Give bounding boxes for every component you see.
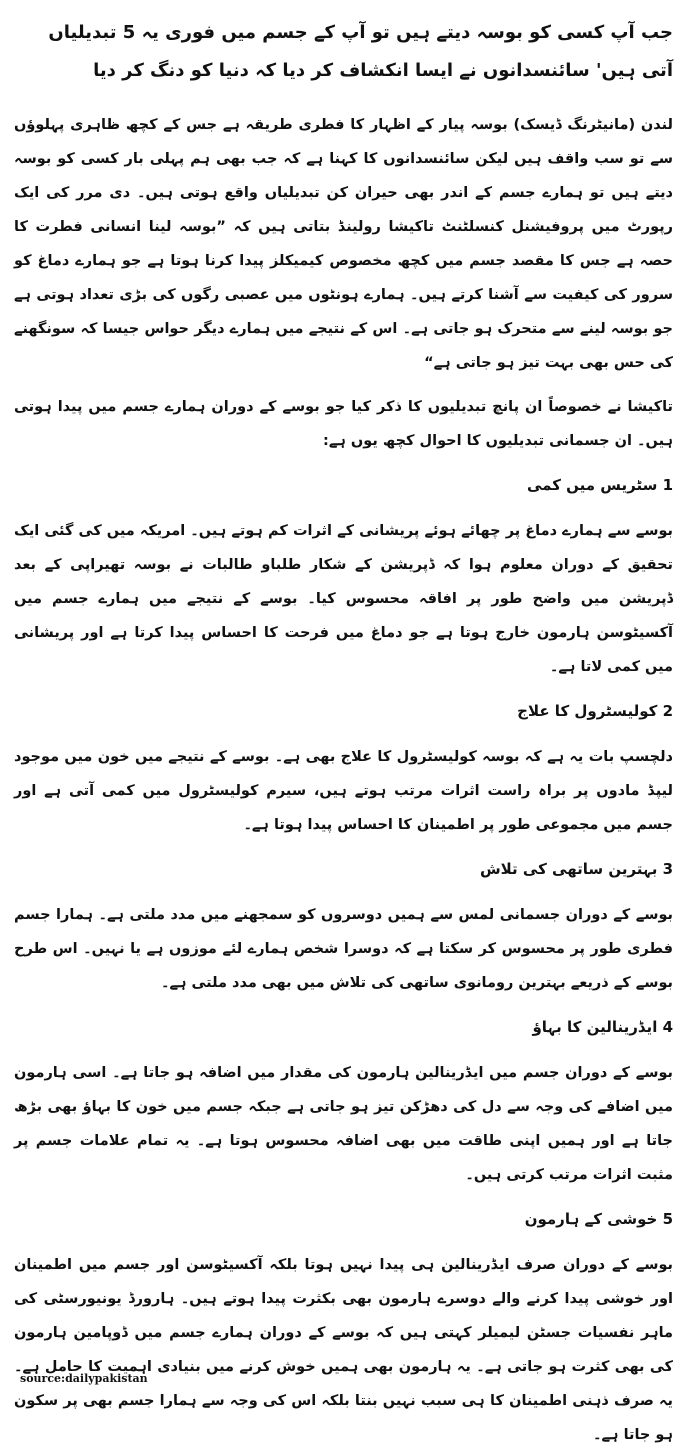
section-heading: 4 ایڈرینالین کا بہاؤ bbox=[532, 1018, 673, 1036]
section-body: بوسے کے دوران جسمانی لمس سے ہمیں دوسروں کو سمجھنے میں مدد ملتی ہے۔ ہمارا جسم فطری طور پر محسوس کر سکتا ہے کہ دوسرا شخص ہمارے لئے موزوں ہے یا نہیں۔ اس طرح بوسے کے ذریعے بہترین رومانوی ساتھی کی تلاش میں بھی مدد ملتی ہے۔ bbox=[14, 907, 673, 991]
intro-paragraph: لندن (مانیٹرنگ ڈیسک) بوسہ پیار کے اظہار کا فطری طریقہ ہے جس کے کچھ ظاہری پہلوؤں سے تو سب واقف ہیں لیکن سائنسدانوں کا کہنا ہے کہ جب بھی ہم پہلی بار کسی کو بوسہ دیتے ہیں تو ہمارے جسم کے اندر بھی حیران کن تبدیلیاں واقع ہوتی ہیں۔ دی مرر کی ایک رپورٹ میں پروفیشنل کنسلٹنٹ تاکیشا رولینڈ بتاتی ہیں کہ ”بوسہ لینا انسانی فطرت کا حصہ ہے جس کا مقصد جسم میں کچھ مخصوص کیمیکلز پیدا کرنا ہوتا ہے جو ہمارے دماغ کو سرور کی کیفیت سے آشنا کرتے ہیں۔ ہمارے ہونٹوں میں عصبی رگوں کی بڑی تعداد ہوتی ہے جو بوسہ لینے سے متحرک ہو جاتی ہے۔ اس کے نتیجے میں ہمارے دیگر حواس جیسا کہ سونگھنے کی حس بھی بہت تیز ہو جاتی ہے“ bbox=[14, 117, 673, 371]
section-heading: 3 بہترین ساتھی کی تلاش bbox=[479, 860, 673, 878]
section-heading: 2 کولیسٹرول کا علاج bbox=[517, 702, 673, 720]
section-body: دلچسپ بات یہ ہے کہ بوسہ کولیسٹرول کا علاج بھی ہے۔ بوسے کے نتیجے میں خون میں موجود لیپڈ مادوں پر براہ راست اثرات مرتب ہوتے ہیں، سیرم کولیسٹرول میں کمی آتی ہے اور جسم میں مجموعی طور پر اطمینان کا احساس پیدا ہوتا ہے۔ bbox=[14, 749, 673, 833]
source-credit: source:dailypakistan bbox=[20, 1372, 148, 1385]
section-body: بوسے کے دوران صرف ایڈرینالین ہی پیدا نہیں ہوتا بلکہ آکسیٹوسن اور جسم میں اطمینان اور خوشی پیدا کرنے والے دوسرے ہارمون بھی بکثرت پیدا ہوتے ہیں۔ ہارورڈ یونیورسٹی کی ماہر نفسیات جسٹن لیمیلر کہتی ہیں کہ بوسے کے دوران ہمارے جسم میں ڈوپامین ہارمون کی بھی کثرت ہو جاتی ہے۔ یہ ہارمون بھی ہمیں خوش کرنے میں بنیادی اہمیت کا حامل ہے۔ یہ صرف ذہنی اطمینان کا ہی سبب نہیں بنتا بلکہ اس کی وجہ سے ہمارا جسم بھی پر سکون ہو جاتا ہے۔ bbox=[14, 1257, 673, 1443]
intro-paragraph: تاکیشا نے خصوصاً ان پانچ تبدیلیوں کا ذکر کیا جو بوسے کے دوران ہمارے جسم میں پیدا ہوتی ہیں۔ ان جسمانی تبدیلیوں کا احوال کچھ یوں ہے: bbox=[14, 399, 673, 449]
section-heading: 5 خوشی کے ہارمون bbox=[524, 1210, 673, 1228]
headline: جب آپ کسی کو بوسہ دیتے ہیں تو آپ کے جسم میں فوری یہ 5 تبدیلیاں آتی ہیں' سائنسدانوں نے ایسا انکشاف کر دیا کہ دنیا کو دنگ کر دیا bbox=[48, 22, 673, 81]
section-body: بوسے سے ہمارے دماغ پر چھائے ہوئے پریشانی کے اثرات کم ہوتے ہیں۔ امریکہ میں کی گئی ایک تحقیق کے دوران معلوم ہوا کہ ڈپریشن کے شکار طلباو طالبات نے بوسہ تھیراپی کے بعد ڈپریشن میں واضح طور پر افاقہ محسوس کیا۔ بوسے کے نتیجے میں ہمارے جسم میں آکسیٹوسن ہارمون خارج ہوتا ہے جو دماغ میں فرحت کا احساس پیدا کرتا ہے اور پریشانی میں کمی لاتا ہے۔ bbox=[14, 523, 673, 675]
section-heading: 1 سٹریس میں کمی bbox=[526, 476, 673, 494]
section-body: بوسے کے دوران جسم میں ایڈرینالین ہارمون کی مقدار میں اضافہ ہو جاتا ہے۔ اسی ہارمون میں اضافے کی وجہ سے دل کی دھڑکن تیز ہو جاتی ہے جبکہ جسم میں خون کا بہاؤ بھی بڑھ جاتا ہے اور ہمیں اپنی طاقت میں بھی اضافہ محسوس ہوتا ہے۔ یہ تمام علامات جسم پر مثبت اثرات مرتب کرتی ہیں۔ bbox=[14, 1065, 673, 1183]
